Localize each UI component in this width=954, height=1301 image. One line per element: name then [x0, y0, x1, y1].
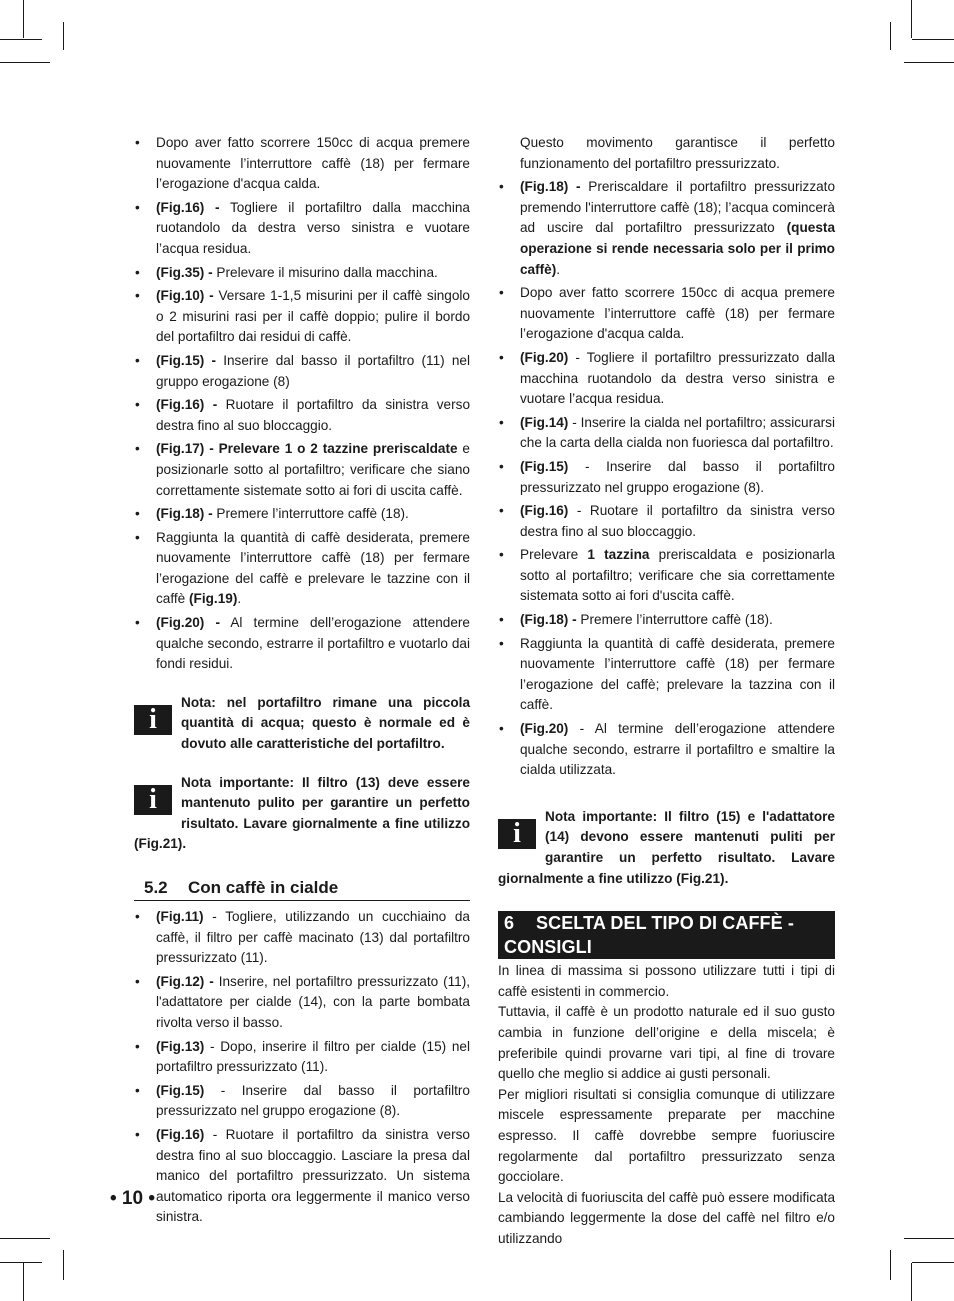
list-item: [498, 545, 835, 607]
item-text: Raggiunta la quantità di caffè desiderata, premere nuovamente l’interruttore caffè (18) per fermare l’erogazione del caffè; prelevare la tazzina con il caffè.: [520, 635, 835, 713]
chapter-number: 6: [504, 913, 515, 934]
list-item: [498, 348, 835, 410]
list-item: [498, 457, 835, 498]
page-number: • 10 •: [110, 1188, 155, 1209]
section-heading-5-2: [134, 877, 470, 901]
figure-reference: (Fig.11): [156, 909, 204, 924]
crop-mark: [904, 1238, 954, 1239]
item-text: Versare 1-1,5 misurini per il caffè singolo o 2 misurini rasi per il caffè doppio; pulire il bordo del portafiltro dai residui di caffè.: [156, 288, 470, 345]
crop-mark: [912, 1262, 954, 1263]
section-title: Con caffè in cialde: [188, 878, 339, 897]
item-text: e posizionarle sotto al portafiltro; verificare che siano correttamente sistemate sotto ai fori di uscita caffè.: [156, 441, 470, 498]
list-item: [134, 263, 470, 284]
figure-reference: (Fig.16) -: [156, 397, 218, 413]
list-item: [498, 501, 835, 542]
section-number: 5.2: [144, 878, 168, 897]
item-text: Premere l’interruttore caffè (18).: [212, 506, 409, 522]
right-column: [498, 133, 835, 1250]
item-text: preriscaldata e posizionarla sotto al portafiltro; verificare che sia correttamente sistemata sotto ai fori d'uscita caffè.: [520, 547, 835, 604]
item-text: Premere l’interruttore caffè (18).: [576, 612, 773, 628]
body-paragraph: In linea di massima si possono utilizzare tutti i tipi di caffè esistenti in commercio.: [498, 963, 835, 999]
item-text: - Al termine dell’erogazione attendere qualche secondo, estrarre il portafiltro e smaltire la cialda utilizzata.: [520, 721, 835, 778]
crop-mark: [911, 0, 912, 38]
figure-reference: (Fig.13): [156, 1038, 205, 1054]
crop-mark: [23, 0, 24, 38]
list-item: [134, 395, 470, 436]
crop-mark: [0, 1238, 50, 1239]
crop-mark: [904, 62, 954, 63]
list-item: [134, 439, 470, 501]
list-item: [134, 198, 470, 260]
list-item: [498, 177, 835, 280]
info-icon: i: [134, 785, 172, 815]
list-item: [134, 1125, 470, 1228]
item-text: Ruotare il portafiltro da sinistra verso destra fino al suo bloccaggio.: [156, 397, 470, 433]
figure-reference: (Fig.14): [520, 414, 569, 430]
figure-reference: (Fig.16): [520, 503, 569, 519]
list-item: [134, 1081, 470, 1122]
emphasis-text: (questa operazione si rende necessaria solo per il primo caffè): [520, 220, 835, 277]
list-item: [134, 528, 470, 610]
item-text: Prelevare il misurino dalla macchina.: [212, 264, 438, 280]
figure-reference: (Fig.18) -: [156, 506, 213, 522]
figure-reference: (Fig.17) - Prelevare 1 o 2 tazzine preriscaldate: [156, 441, 458, 457]
item-text: Togliere il portafiltro dalla macchina ruotandolo da destra verso sinistra e vuotare l’acqua residua.: [156, 199, 470, 256]
list-item: [134, 133, 470, 195]
figure-reference: (Fig.15): [520, 458, 569, 474]
item-text: Prelevare: [520, 547, 588, 563]
figure-reference: (Fig.15): [156, 1082, 205, 1098]
crop-mark: [23, 1263, 24, 1301]
list-item: [134, 351, 470, 392]
instruction-list: [134, 133, 470, 675]
body-paragraph: La velocità di fuoriuscita del caffè può essere modificata cambiando leggermente la dose del caffè nel filtro e/o utilizzando: [498, 1189, 835, 1246]
list-item: [498, 413, 835, 454]
crop-mark: [890, 1250, 891, 1280]
note-text: Nota importante: Il filtro (15) e l'adattatore (14) devono essere mantenuti puliti per garantire un perfetto risultato. Lavare giornalmente a fine utilizzo (Fig.21).: [498, 808, 835, 886]
figure-reference: (Fig.20): [520, 721, 569, 737]
note-portafiltro: [134, 693, 470, 755]
instruction-list: [498, 177, 835, 781]
crop-mark: [0, 62, 50, 63]
body-paragraph: Per migliori risultati si consiglia comunque di utilizzare miscele espressamente preparate per macchine espresso. Il caffè dovrebbe sempre fuoriuscire regolarmente dal portafiltro pressurizzato senza gocciolare.: [498, 1086, 835, 1185]
item-text: - Ruotare il portafiltro da sinistra verso destra fino al suo bloccaggio.: [520, 503, 835, 539]
item-text: - Togliere, utilizzando un cucchiaino da caffè, il filtro per caffè macinato (13) dal portafiltro pressurizzato (11).: [156, 909, 470, 966]
crop-mark: [63, 22, 64, 50]
emphasis-text: (Fig.19): [189, 591, 238, 607]
item-text: Inserire dal basso il portafiltro (11) nel gruppo erogazione (8): [156, 352, 470, 389]
note-text: Nota importante: Il filtro (13) deve essere mantenuto pulito per garantire un perfetto risultato. Lavare giornalmente a fine utilizzo (Fig.21).: [134, 774, 470, 852]
figure-reference: (Fig.15) -: [156, 352, 217, 368]
list-item: [134, 286, 470, 348]
list-item: [134, 504, 470, 525]
item-text: - Inserire la cialda nel portafiltro; assicurarsi che la carta della cialda non fuoriesca dal portafiltro.: [520, 414, 835, 451]
item-text: .: [556, 261, 561, 277]
chapter-body: [498, 961, 835, 1249]
item-text: - Ruotare il portafiltro da sinistra verso destra fino al suo bloccaggio. Lasciare la presa dal manico del portafiltro pressurizzato. Un sistema automatico riporta ora leggermente il manico verso sinistra.: [156, 1126, 470, 1225]
item-text: Preriscaldare il portafiltro pressurizzato premendo l'interruttore caffè (18); l’acqua comincerà ad uscire dal portafiltro pressurizzato: [520, 179, 836, 236]
item-text: - Dopo, inserire il filtro per cialde (15) nel portafiltro pressurizzato (11).: [156, 1038, 470, 1075]
note-filtro: [134, 773, 470, 855]
crop-mark: [63, 1250, 64, 1280]
note-text: Nota: nel portafiltro rimane una piccola quantità di acqua; questo è normale ed è dovuto alle caratteristiche del portafiltro.: [181, 694, 470, 752]
item-text: .: [237, 591, 242, 607]
figure-reference: (Fig.10) -: [156, 288, 214, 304]
emphasis-text: 1 tazzina: [587, 547, 650, 563]
crop-mark: [912, 39, 954, 40]
chapter-heading-6: [498, 911, 835, 959]
item-text: Al termine dell’erogazione attendere qualche secondo, estrarre il portafiltro e vuotarlo dai fondi residui.: [156, 615, 470, 672]
figure-reference: (Fig.18) -: [520, 612, 577, 628]
item-text: Dopo aver fatto scorrere 150cc di acqua premere nuovamente l’interruttore caffè (18) per fermare l’erogazione d'acqua calda.: [520, 285, 835, 342]
figure-reference: (Fig.20): [520, 349, 569, 365]
list-item: [134, 907, 470, 969]
item-text: Inserire, nel portafiltro pressurizzato (11), l'adattatore per cialde (14), con la parte bombata rivolta verso il basso.: [156, 973, 471, 1030]
figure-reference: (Fig.12) -: [156, 973, 214, 989]
item-text: - Togliere il portafiltro pressurizzato dalla macchina ruotandolo da destra verso sinistra e vuotare l’acqua residua.: [520, 349, 835, 407]
figure-reference: (Fig.18) -: [520, 179, 581, 195]
list-item: [498, 719, 835, 781]
left-column: [134, 133, 470, 1231]
item-text: - Inserire dal basso il portafiltro pressurizzato nel gruppo erogazione (8).: [520, 458, 835, 495]
crop-mark: [0, 39, 42, 40]
list-item: [134, 972, 470, 1034]
instruction-list-cialde: [134, 907, 470, 1228]
crop-mark: [911, 1263, 912, 1301]
list-item: [134, 1037, 470, 1078]
figure-reference: (Fig.16): [156, 1126, 205, 1142]
figure-reference: (Fig.35) -: [156, 264, 213, 280]
continued-text: Questo movimento garantisce il perfetto funzionamento del portafiltro pressurizzato.: [520, 135, 835, 171]
info-icon: i: [498, 819, 536, 849]
figure-reference: (Fig.16) -: [156, 199, 220, 215]
crop-mark: [890, 22, 891, 50]
note-filtro-adattatore: [498, 807, 835, 889]
list-item: [498, 610, 835, 631]
list-item: [498, 283, 835, 345]
figure-reference: (Fig.20) -: [156, 615, 220, 631]
list-item: [134, 613, 470, 675]
list-item: [498, 634, 835, 716]
info-icon: i: [134, 705, 172, 735]
crop-mark: [0, 1262, 42, 1263]
chapter-title: SCELTA DEL TIPO DI CAFFÈ - CONSIGLI: [504, 913, 794, 958]
item-text: - Inserire dal basso il portafiltro pressurizzato nel gruppo erogazione (8).: [156, 1082, 470, 1119]
item-text: Raggiunta la quantità di caffè desiderata, premere nuovamente l’interruttore caffè (18) per fermare l’erogazione del caffè e prelevare le tazzine con il caffè: [156, 529, 470, 607]
body-paragraph: Tuttavia, il caffè è un prodotto naturale ed il suo gusto cambia in funzione dell’origine e della miscela; è preferibile quindi provarne vari tipi, al fine di trovare quello che meglio si addice ai gusti personali.: [498, 1004, 835, 1082]
item-text: Dopo aver fatto scorrere 150cc di acqua premere nuovamente l’interruttore caffè (18) per fermare l’erogazione d'acqua calda.: [156, 135, 470, 192]
